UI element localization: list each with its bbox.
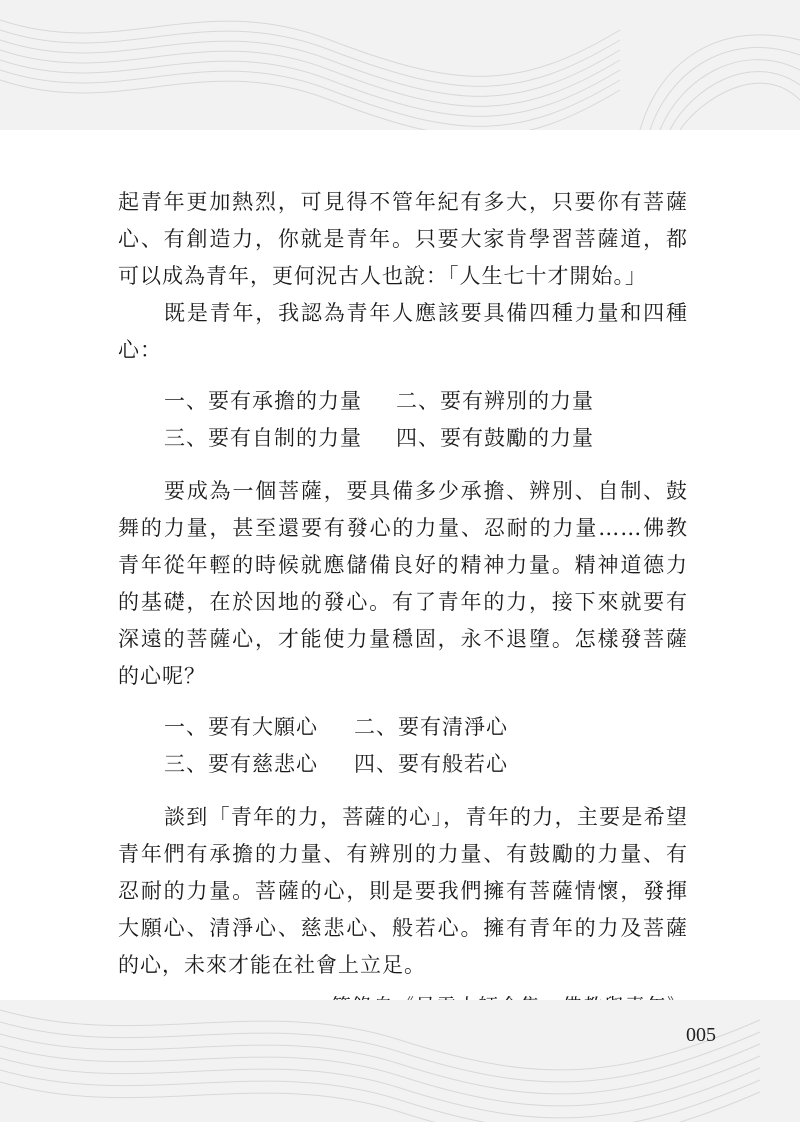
list-item: 三、要有慈悲心 <box>164 752 318 776</box>
list-item: 三、要有自制的力量 <box>164 426 362 450</box>
paragraph-2: 既是青年，我認為青年人應該要具備四種力量和四種心： <box>118 301 688 362</box>
list-row <box>164 383 688 420</box>
list-item: 一、要有大願心 <box>164 715 318 739</box>
list-item: 四、要有般若心 <box>354 752 508 776</box>
wave-lines-top <box>0 0 800 130</box>
list-row <box>164 746 688 783</box>
four-powers-list <box>164 383 688 457</box>
page-number: 005 <box>686 1024 716 1046</box>
list-row <box>164 709 688 746</box>
paragraph-3: 要成為一個菩薩，要具備多少承擔、辨別、自制、鼓舞的力量，甚至還要有發心的力量、忍耐的力量……佛教青年從年輕的時候就應儲備良好的精神力量。精神道德力的基礎，在於因地的發心。有了青年的力，接下來就要有深遠的菩薩心，才能使力量穩固，永不退墮。怎樣發菩薩的心呢？ <box>118 479 688 688</box>
page-body <box>118 184 688 1025</box>
list-item: 一、要有承擔的力量 <box>164 389 362 413</box>
header-decoration <box>0 0 800 130</box>
paragraph-1: 起青年更加熱烈，可見得不管年紀有多大，只要你有菩薩心、有創造力，你就是青年。只要大家肯學習菩薩道，都可以成為青年，更何況古人也說：「人生七十才開始。」 <box>118 190 688 288</box>
four-minds-list <box>164 709 688 783</box>
wave-lines-bottom <box>0 1000 800 1122</box>
list-item: 四、要有鼓勵的力量 <box>396 426 594 450</box>
footer-decoration <box>0 1000 800 1122</box>
paragraph-4: 談到「青年的力，菩薩的心」，青年的力，主要是希望青年們有承擔的力量、有辨別的力量、有鼓勵的力量、有忍耐的力量。菩薩的心，則是要我們擁有菩薩情懷，發揮大願心、清淨心、慈悲心、般若心。擁有青年的力及菩薩的心，未來才能在社會上立足。 <box>118 805 688 977</box>
list-row <box>164 420 688 457</box>
list-item: 二、要有辨別的力量 <box>396 389 594 413</box>
list-item: 二、要有清淨心 <box>354 715 508 739</box>
